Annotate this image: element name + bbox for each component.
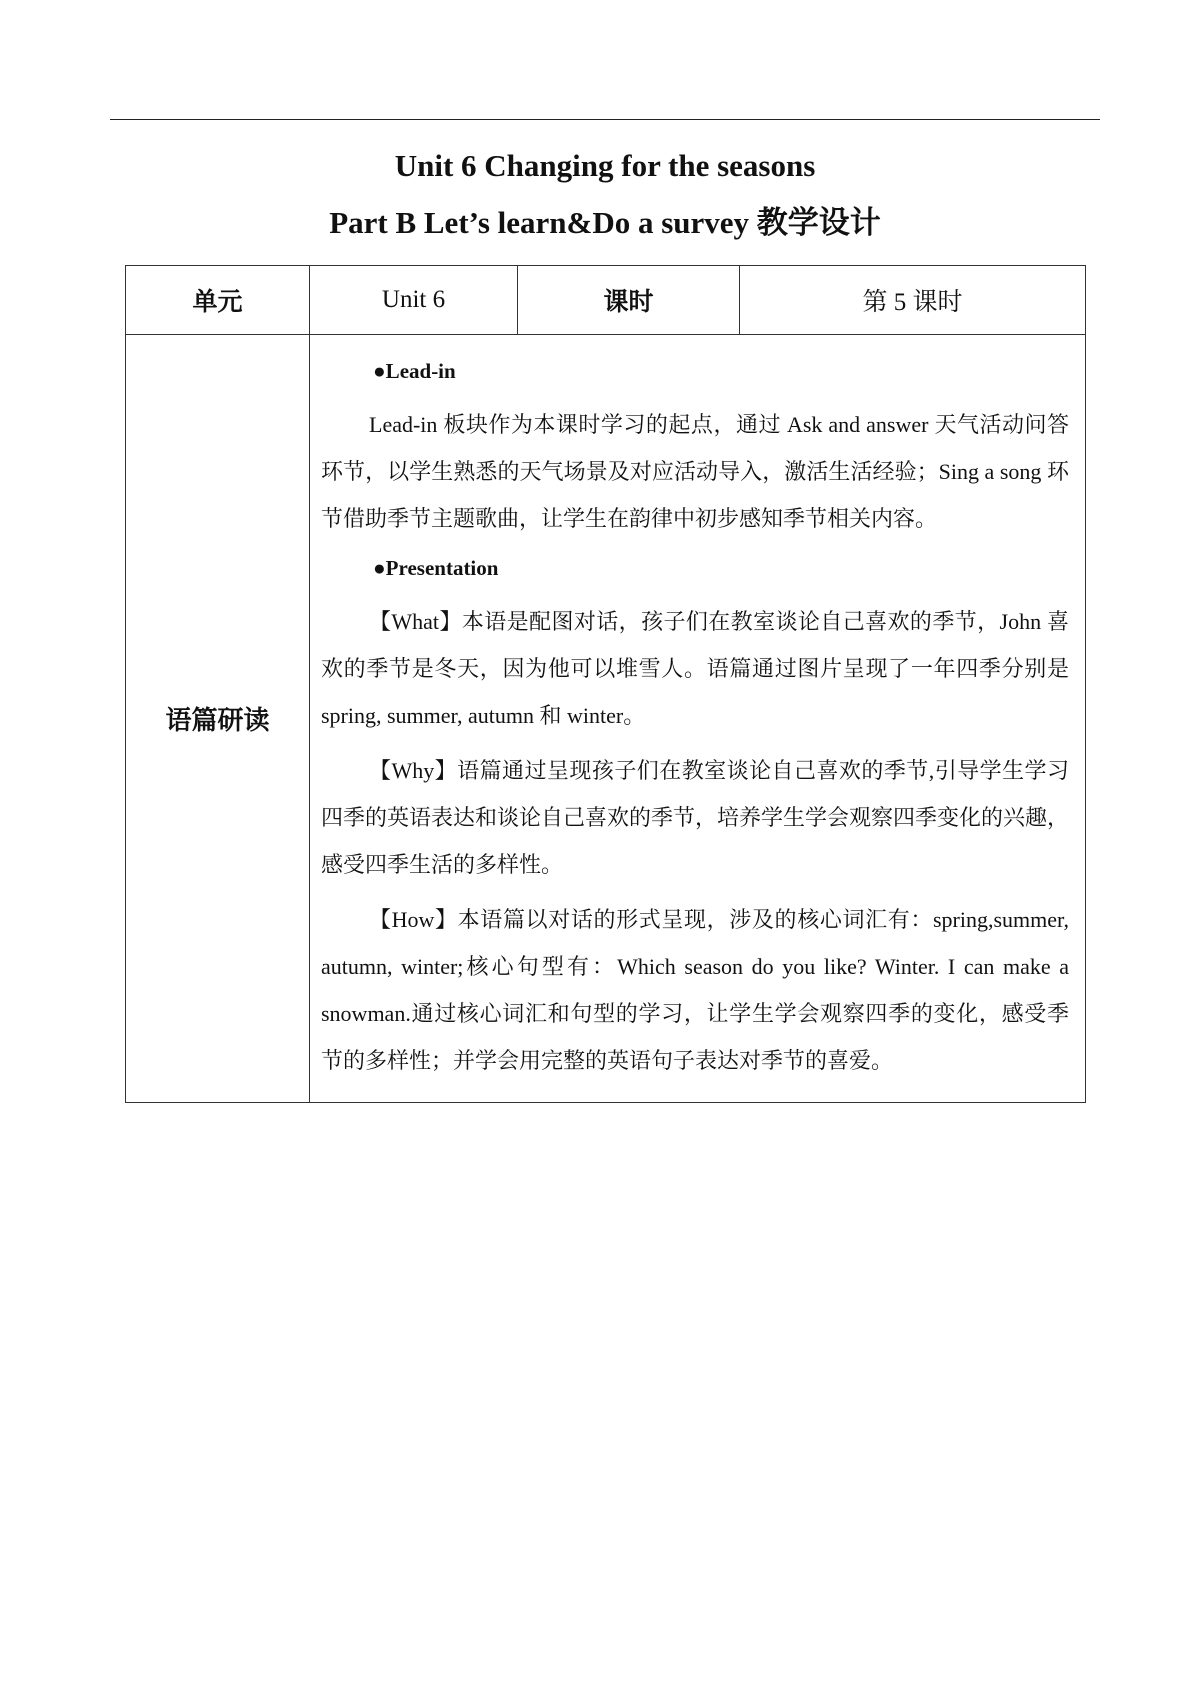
what-paragraph: 【What】本语是配图对话，孩子们在教室谈论自己喜欢的季节，John 喜欢的季节是冬天，因为他可以堆雪人。语篇通过图片呈现了一年四季分别是 spring, summer, autumn 和 winter。	[321, 609, 1069, 728]
why-paragraph: 【Why】语篇通过呈现孩子们在教室谈论自己喜欢的季节,引导学生学习四季的英语表达和谈论自己喜欢的季节，培养学生学会观察四季变化的兴趣，感受四季生活的多样性。	[321, 758, 1070, 877]
unit-value: Unit 6	[310, 266, 518, 335]
table-body-row	[126, 335, 1086, 1103]
header-rule	[110, 119, 1100, 120]
unit-label: 单元	[126, 266, 310, 335]
period-value: 第 5 课时	[740, 266, 1086, 335]
document-subtitle: Part B Let’s learn&Do a survey 教学设计	[329, 205, 881, 240]
table-header-row	[126, 266, 1086, 335]
lead-in-heading: ●Lead-in	[373, 359, 456, 383]
document-title: Unit 6 Changing for the seasons	[394, 148, 816, 183]
lesson-table	[125, 265, 1086, 1103]
how-paragraph: 【How】本语篇以对话的形式呈现，涉及的核心词汇有：spring,summer, autumn, winter;核心句型有：Which season do you like? Winter. I can make a snowman.通过核心词汇和句型的学习，让学生学会观察四季的变化，感受季节的多样性；并学会用完整的英语句子表达对季节的喜爱。	[321, 907, 1069, 1073]
section-label: 语篇研读	[126, 335, 310, 1103]
content-cell	[310, 335, 1086, 1103]
lead-in-paragraph: Lead-in 板块作为本课时学习的起点，通过 Ask and answer 天气活动问答环节，以学生熟悉的天气场景及对应活动导入，激活生活经验；Sing a song 环节借助季节主题歌曲，让学生在韵律中初步感知季节相关内容。	[321, 412, 1069, 531]
period-label: 课时	[518, 266, 740, 335]
presentation-heading: ●Presentation	[373, 556, 499, 580]
